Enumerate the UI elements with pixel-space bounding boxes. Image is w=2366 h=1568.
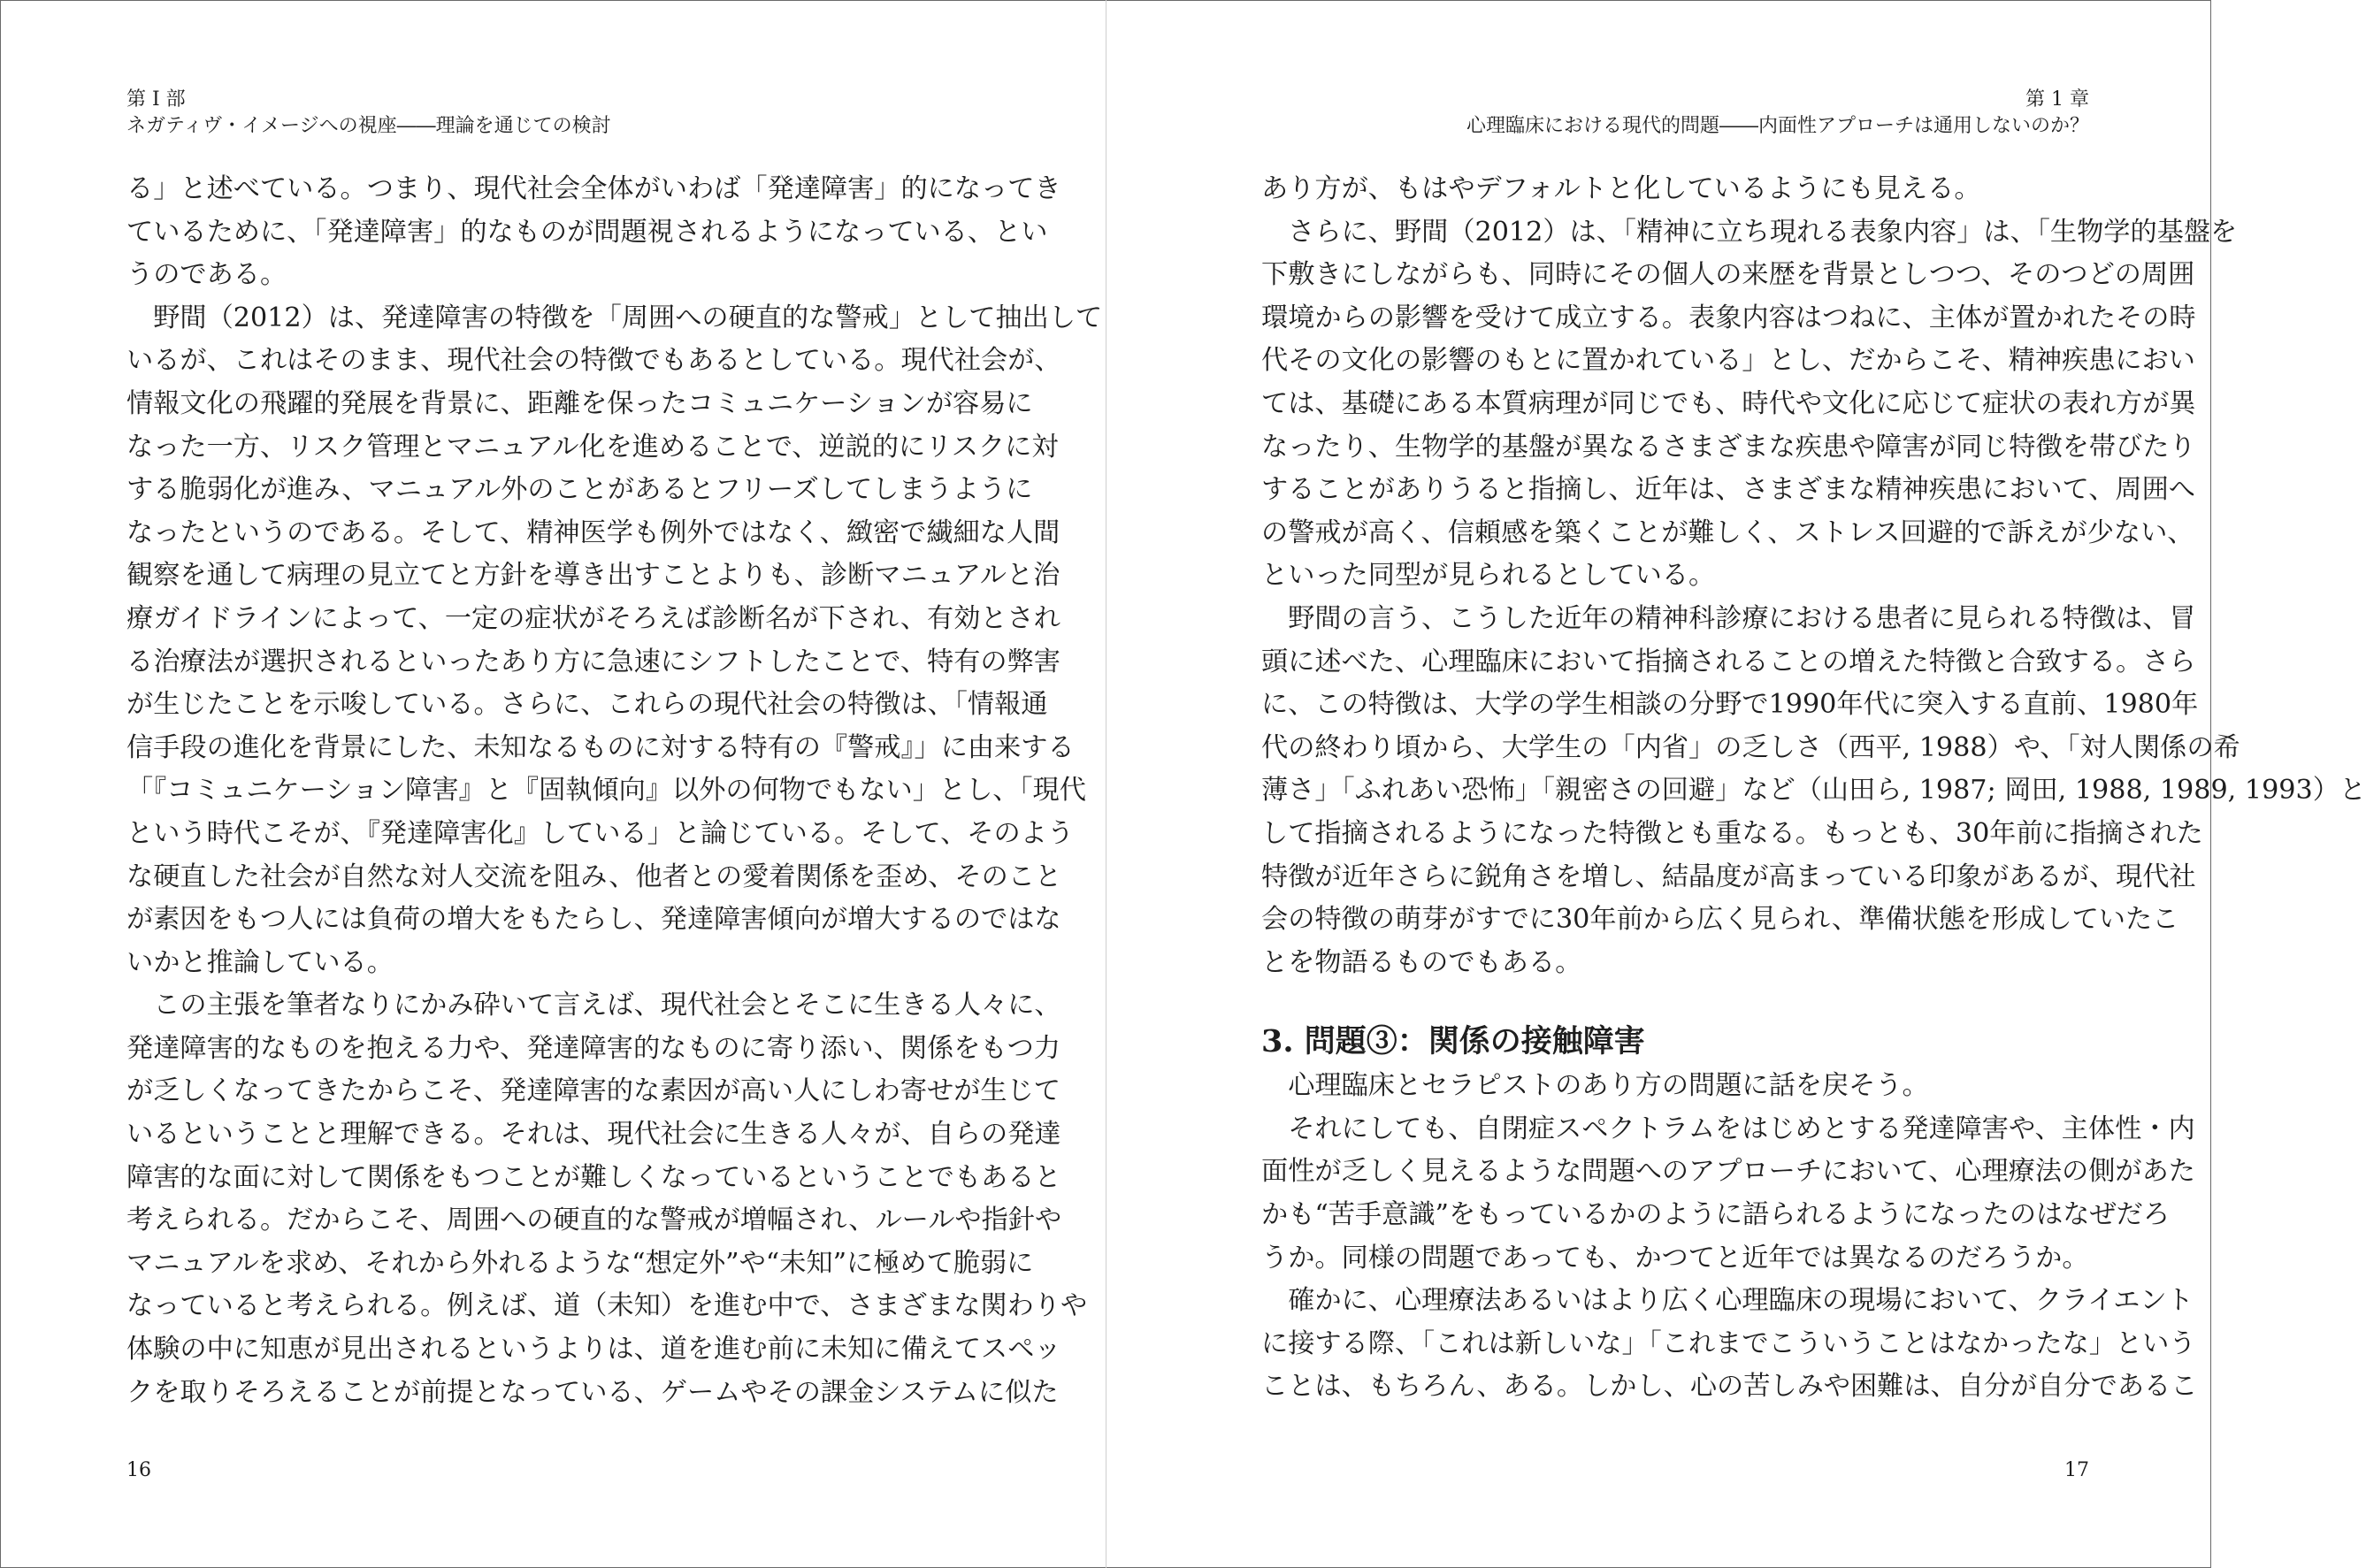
text-line: いるが、これはそのまま、現代社会の特徴でもあるとしている。現代社会が、: [126, 345, 1061, 377]
text-line: が素因をもつ人には負荷の増大をもたらし、発達障害傾向が増大するのではな: [126, 904, 1061, 936]
right-page-body: [1261, 168, 2366, 1409]
text-line: ことは、もちろん、ある。しかし、心の苦しみや困難は、自分が自分であるこ: [1261, 1371, 2198, 1403]
text-line: の警戒が高く、信頼感を築くことが難しく、ストレス回避的で訴えが少ない、: [1261, 516, 2194, 548]
text-line: ては、基礎にある本質病理が同じでも、時代や文化に応じて症状の表れ方が異: [1261, 387, 2196, 419]
text-line: 障害的な面に対して関係をもつことが難しくなっているということでもあると: [126, 1161, 1061, 1193]
text-line: 下敷きにしながらも、同時にその個人の来歴を背景としつつ、そのつどの周囲: [1261, 259, 2195, 291]
right-header-chapter: 第 1 章: [2025, 88, 2089, 111]
left-header-part: 第 I 部: [126, 88, 186, 111]
left-page-number: 16: [126, 1459, 151, 1481]
text-line: 確かに、心理療法あるいはより広く心理臨床の現場において、クライエント: [1261, 1285, 2194, 1317]
text-line: 考えられる。だからこそ、周囲への硬直的な警戒が増幅され、ルールや指針や: [126, 1205, 1062, 1236]
text-line: 野間（2012）は、発達障害の特徴を「周囲への硬直的な警戒」として抽出して: [126, 302, 1103, 333]
text-line: さらに、野間（2012）は、「精神に立ち現れる表象内容」は、「生物学的基盤を: [1261, 216, 2238, 248]
text-line: 心理臨床とセラピストのあり方の問題に話を戻そう。: [1261, 1070, 1929, 1102]
text-line: 代その文化の影響のもとに置かれている」とし、だからこそ、精神疾患におい: [1261, 345, 2195, 377]
text-line: して指摘されるようになった特徴とも重なる。もっとも、30年前に指摘された: [1261, 817, 2203, 849]
text-line: に接する際、「これは新しいな」「これまでこういうことはなかったな」という: [1261, 1327, 2196, 1359]
text-line: この主張を筆者なりにかみ砕いて言えば、現代社会とそこに生きる人々に、: [126, 990, 1061, 1021]
left-page-body: [126, 168, 1103, 1414]
text-line: 信手段の進化を背景にした、未知なるものに対する特有の『警戒』」に由来する: [126, 731, 1075, 763]
text-line: 薄さ」「ふれあい恐怖」「親密さの回避」など（山田ら, 1987; 岡田, 1988, 1989, 1993）と: [1261, 775, 2366, 807]
left-header-title: ネガティヴ・イメージへの視座――理論を通じての検討: [126, 115, 611, 137]
text-line: うか。同様の問題であっても、かつてと近年では異なるのだろうか。: [1261, 1242, 2089, 1274]
section-heading: 3. 問題③：関係の接触障害: [1261, 1023, 1645, 1060]
text-line: ているために、「発達障害」的なものが問題視されるようになっている、とい: [126, 216, 1048, 248]
text-line: 「『コミュニケーション障害』と『固執傾向』以外の何物でもない」とし、「現代: [126, 775, 1086, 807]
text-line: な硬直した社会が自然な対人交流を阻み、他者との愛着関係を歪め、そのこと: [126, 860, 1062, 892]
text-line: いるということと理解できる。それは、現代社会に生きる人々が、自らの発達: [126, 1119, 1061, 1151]
text-line: という時代こそが、『発達障害化』している」と論じている。そして、そのよう: [126, 817, 1075, 849]
left-running-header: [126, 87, 746, 140]
text-line: 環境からの影響を受けて成立する。表象内容はつねに、主体が置かれたその時: [1261, 302, 2196, 333]
text-line: 情報文化の飛躍的発展を背景に、距離を保ったコミュニケーションが容易に: [126, 387, 1033, 419]
text-line: 特徴が近年さらに鋭角さを増し、結晶度が高まっている印象があるが、現代社: [1261, 860, 2196, 892]
text-line: 体験の中に知恵が見出されるというよりは、道を進む前に未知に備えてスペッ: [126, 1334, 1061, 1365]
text-line: 観察を通して病理の見立てと方針を導き出すことよりも、診断マニュアルと治: [126, 560, 1060, 592]
text-line: いかと推論している。: [126, 946, 394, 978]
right-header-title: 心理臨床における現代的問題――内面性アプローチは通用しないのか？: [1466, 115, 2089, 137]
text-line: 会の特徴の萌芽がすでに30年前から広く見られ、準備状態を形成していたこ: [1261, 904, 2179, 936]
text-line: とを物語るものでもある。: [1261, 946, 1582, 978]
text-line: る」と述べている。つまり、現代社会全体がいわば「発達障害」的になってき: [126, 173, 1061, 204]
text-line: なった一方、リスク管理とマニュアル化を進めることで、逆説的にリスクに対: [126, 431, 1059, 463]
right-running-header: [973, 87, 2089, 140]
text-line: に、この特徴は、大学の学生相談の分野で1990年代に突入する直前、1980年: [1261, 689, 2199, 721]
text-line: なっていると考えられる。例えば、道（未知）を進む中で、さまざまな関わりや: [126, 1290, 1088, 1322]
text-line: 療ガイドラインによって、一定の症状がそろえば診断名が下され、有効とされ: [126, 602, 1060, 634]
text-line: といった同型が見られるとしている。: [1261, 560, 1716, 592]
text-line: 面性が乏しく見えるような問題へのアプローチにおいて、心理療法の側があた: [1261, 1156, 2195, 1188]
text-line: が生じたことを示唆している。さらに、これらの現代社会の特徴は、「情報通: [126, 689, 1048, 721]
text-line: うのである。: [126, 259, 287, 291]
text-line: なったというのである。そして、精神医学も例外ではなく、緻密で繊細な人間: [126, 516, 1060, 548]
text-line: 代の終わり頃から、大学生の「内省」の乏しさ（西平, 1988）や、「対人関係の希: [1261, 731, 2240, 763]
text-line: マニュアルを求め、それから外れるような“想定外”や“未知”に極めて脆弱に: [126, 1247, 1034, 1279]
text-line: かも“苦手意識”をもっているかのように語られるようになったのはなぜだろ: [1261, 1199, 2171, 1231]
text-line: それにしても、自閉症スペクトラムをはじめとする発達障害や、主体性・内: [1261, 1113, 2195, 1144]
text-line: 頭に述べた、心理臨床において指摘されることの増えた特徴と合致する。さら: [1261, 646, 2196, 677]
text-line: することがありうると指摘し、近年は、さまざまな精神疾患において、周囲へ: [1261, 474, 2195, 506]
text-line: 発達障害的なものを抱える力や、発達障害的なものに寄り添い、関係をもつ力: [126, 1032, 1060, 1064]
text-line: する脆弱化が進み、マニュアル外のことがあるとフリーズしてしまうように: [126, 474, 1033, 506]
text-line: が乏しくなってきたからこそ、発達障害的な素因が高い人にしわ寄せが生じて: [126, 1075, 1060, 1107]
text-line: る治療法が選択されるといったあり方に急速にシフトしたことで、特有の弊害: [126, 646, 1060, 677]
text-line: あり方が、もはやデフォルトと化しているようにも見える。: [1261, 173, 1981, 204]
right-page-number: 17: [2064, 1459, 2089, 1481]
text-line: クを取りそろえることが前提となっている、ゲームやその課金システムに似た: [126, 1376, 1059, 1408]
text-line: 野間の言う、こうした近年の精神科診療における患者に見られる特徴は、冒: [1261, 602, 2196, 634]
text-line: なったり、生物学的基盤が異なるさまざまな疾患や障害が同じ特徴を帯びたり: [1261, 431, 2196, 463]
